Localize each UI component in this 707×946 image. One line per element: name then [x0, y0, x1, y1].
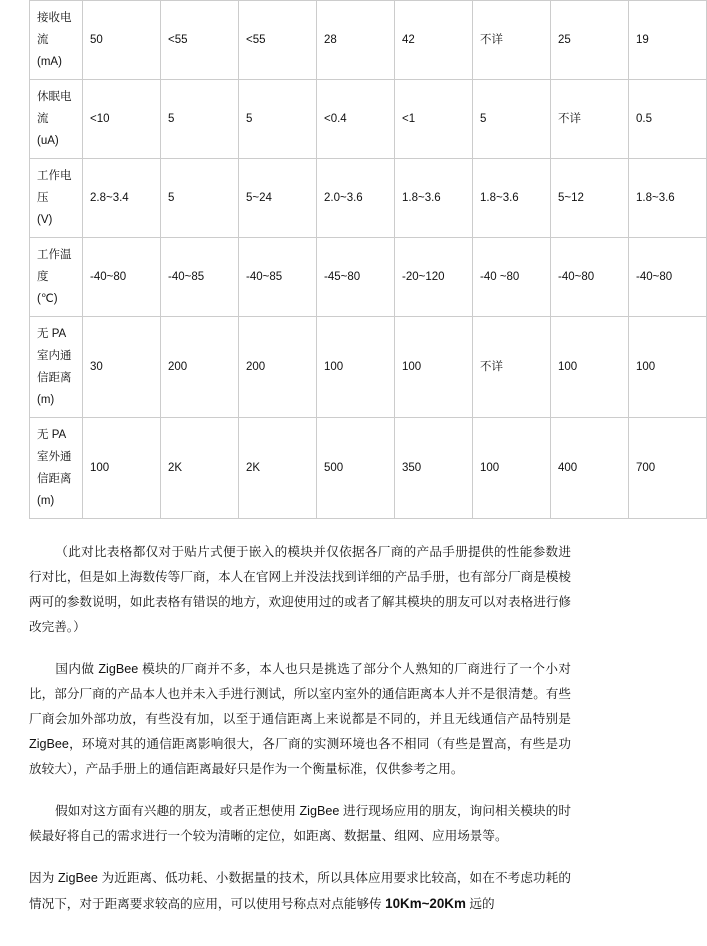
cell-value: <55 [239, 1, 317, 80]
cell-value: -40~85 [239, 238, 317, 317]
row-label-sleep-current [30, 80, 83, 159]
label-line: 工作电 [37, 170, 72, 182]
row-label-indoor-distance [30, 317, 83, 418]
cell-value: -40~80 [629, 238, 707, 317]
cell-value: 不详 [551, 80, 629, 159]
cell-value: 500 [317, 418, 395, 519]
cell-value: 不详 [473, 1, 551, 80]
label-line: 信距离 [37, 473, 72, 485]
label-line: (m) [37, 394, 55, 406]
cell-value: 28 [317, 1, 395, 80]
cell-value: -45~80 [317, 238, 395, 317]
label-line: 室内通 [37, 350, 72, 362]
cell-value: 100 [551, 317, 629, 418]
cell-value: 5 [161, 159, 239, 238]
paragraph-table-note [29, 540, 571, 640]
row-label-outdoor-distance [30, 418, 83, 519]
cell-value: 不详 [473, 317, 551, 418]
table-row [30, 238, 707, 317]
label-line: (℃) [37, 293, 58, 305]
cell-value: 2.0~3.6 [317, 159, 395, 238]
cell-value: 5~24 [239, 159, 317, 238]
table-row [30, 159, 707, 238]
label-line: 休眠电 [37, 91, 72, 103]
paragraph-text: 假如对这方面有兴趣的朋友，或者正想使用 ZigBee 进行现场应用的朋友，询问相关模块的时候最好将自己的需求进行一个较为清晰的定位，如距离、数据量、组网、应用场景等。 [29, 804, 571, 843]
cell-value: -40~80 [551, 238, 629, 317]
cell-value: <0.4 [317, 80, 395, 159]
cell-value: 100 [395, 317, 473, 418]
cell-value: 5 [473, 80, 551, 159]
cell-value: 200 [239, 317, 317, 418]
cell-value: 2.8~3.4 [83, 159, 161, 238]
label-line: 无 PA [37, 328, 67, 340]
label-line: 流 [37, 113, 49, 125]
cell-value: 100 [473, 418, 551, 519]
label-line: 工作温 [37, 249, 72, 261]
table-body [30, 1, 707, 519]
cell-value: 400 [551, 418, 629, 519]
cell-value: 100 [83, 418, 161, 519]
paragraph-zigbee-characteristics [29, 866, 571, 917]
label-line: 度 [37, 271, 49, 283]
cell-value: 42 [395, 1, 473, 80]
cell-value: 2K [239, 418, 317, 519]
cell-value: 2K [161, 418, 239, 519]
cell-value: 25 [551, 1, 629, 80]
highlighted-distance: 10Km~20Km [385, 896, 466, 911]
label-line: (m) [37, 495, 55, 507]
label-line: (mA) [37, 56, 62, 68]
cell-value: 5~12 [551, 159, 629, 238]
paragraph-advice [29, 799, 571, 849]
cell-value: -40 ~80 [473, 238, 551, 317]
label-line: 无 PA [37, 429, 67, 441]
cell-value: 5 [161, 80, 239, 159]
cell-value: 1.8~3.6 [629, 159, 707, 238]
cell-value: <55 [161, 1, 239, 80]
cell-value: 1.8~3.6 [473, 159, 551, 238]
label-line: 室外通 [37, 451, 72, 463]
cell-value: -40~80 [83, 238, 161, 317]
table-row [30, 418, 707, 519]
table-row [30, 1, 707, 80]
table-row [30, 80, 707, 159]
zigbee-spec-table [29, 0, 707, 519]
label-line: 流 [37, 34, 49, 46]
cell-value: -40~85 [161, 238, 239, 317]
table-row [30, 317, 707, 418]
cell-value: 100 [629, 317, 707, 418]
cell-value: 200 [161, 317, 239, 418]
label-line: (V) [37, 214, 53, 226]
label-line: 压 [37, 192, 49, 204]
cell-value: 1.8~3.6 [395, 159, 473, 238]
cell-value: 0.5 [629, 80, 707, 159]
label-line: (uA) [37, 135, 59, 147]
paragraph-text: （此对比表格都仅对于贴片式便于嵌入的模块并仅依据各厂商的产品手册提供的性能参数进行对比，但是如上海数传等厂商，本人在官网上并没法找到详细的产品手册，也有部分厂商是模棱两可的参数说明，如此表格有错误的地方，欢迎使用过的或者了解其模块的朋友可以对表格进行修改完善。） [29, 545, 571, 634]
cell-value: <10 [83, 80, 161, 159]
paragraph-text: 因为 ZigBee 为近距离、低功耗、小数据量的技术，所以具体应用要求比较高，如在不考虑功耗的情况下，对于距离要求较高的应用，可以使用号称点对点能够传 [29, 871, 571, 911]
cell-value: 700 [629, 418, 707, 519]
cell-value: -20~120 [395, 238, 473, 317]
row-label-receive-current [30, 1, 83, 80]
paragraph-text-suffix: 远的 [465, 897, 495, 911]
paragraph-text: 国内做 ZigBee 模块的厂商并不多，本人也只是挑选了部分个人熟知的厂商进行了一个小对比，部分厂商的产品本人也并未入手进行测试，所以室内室外的通信距离本人并不是很清楚。有些厂商会加外部功放，有些没有加，以至于通信距离上来说都是不同的，并且无线通信产品特别是 ZigBee，环境对其的通信距离影响很大，各厂商的实测环境也各不相同（有些是置高，有些是功放较大），产品手册上的通信距离最好只是作为一个衡量标准，仅供参考之用。 [29, 662, 571, 776]
cell-value: 30 [83, 317, 161, 418]
label-line: 接收电 [37, 12, 72, 24]
cell-value: 19 [629, 1, 707, 80]
cell-value: 350 [395, 418, 473, 519]
cell-value: 100 [317, 317, 395, 418]
row-label-working-voltage [30, 159, 83, 238]
paragraph-vendor-overview [29, 657, 571, 782]
row-label-working-temperature [30, 238, 83, 317]
label-line: 信距离 [37, 372, 72, 384]
cell-value: 50 [83, 1, 161, 80]
cell-value: 5 [239, 80, 317, 159]
cell-value: <1 [395, 80, 473, 159]
